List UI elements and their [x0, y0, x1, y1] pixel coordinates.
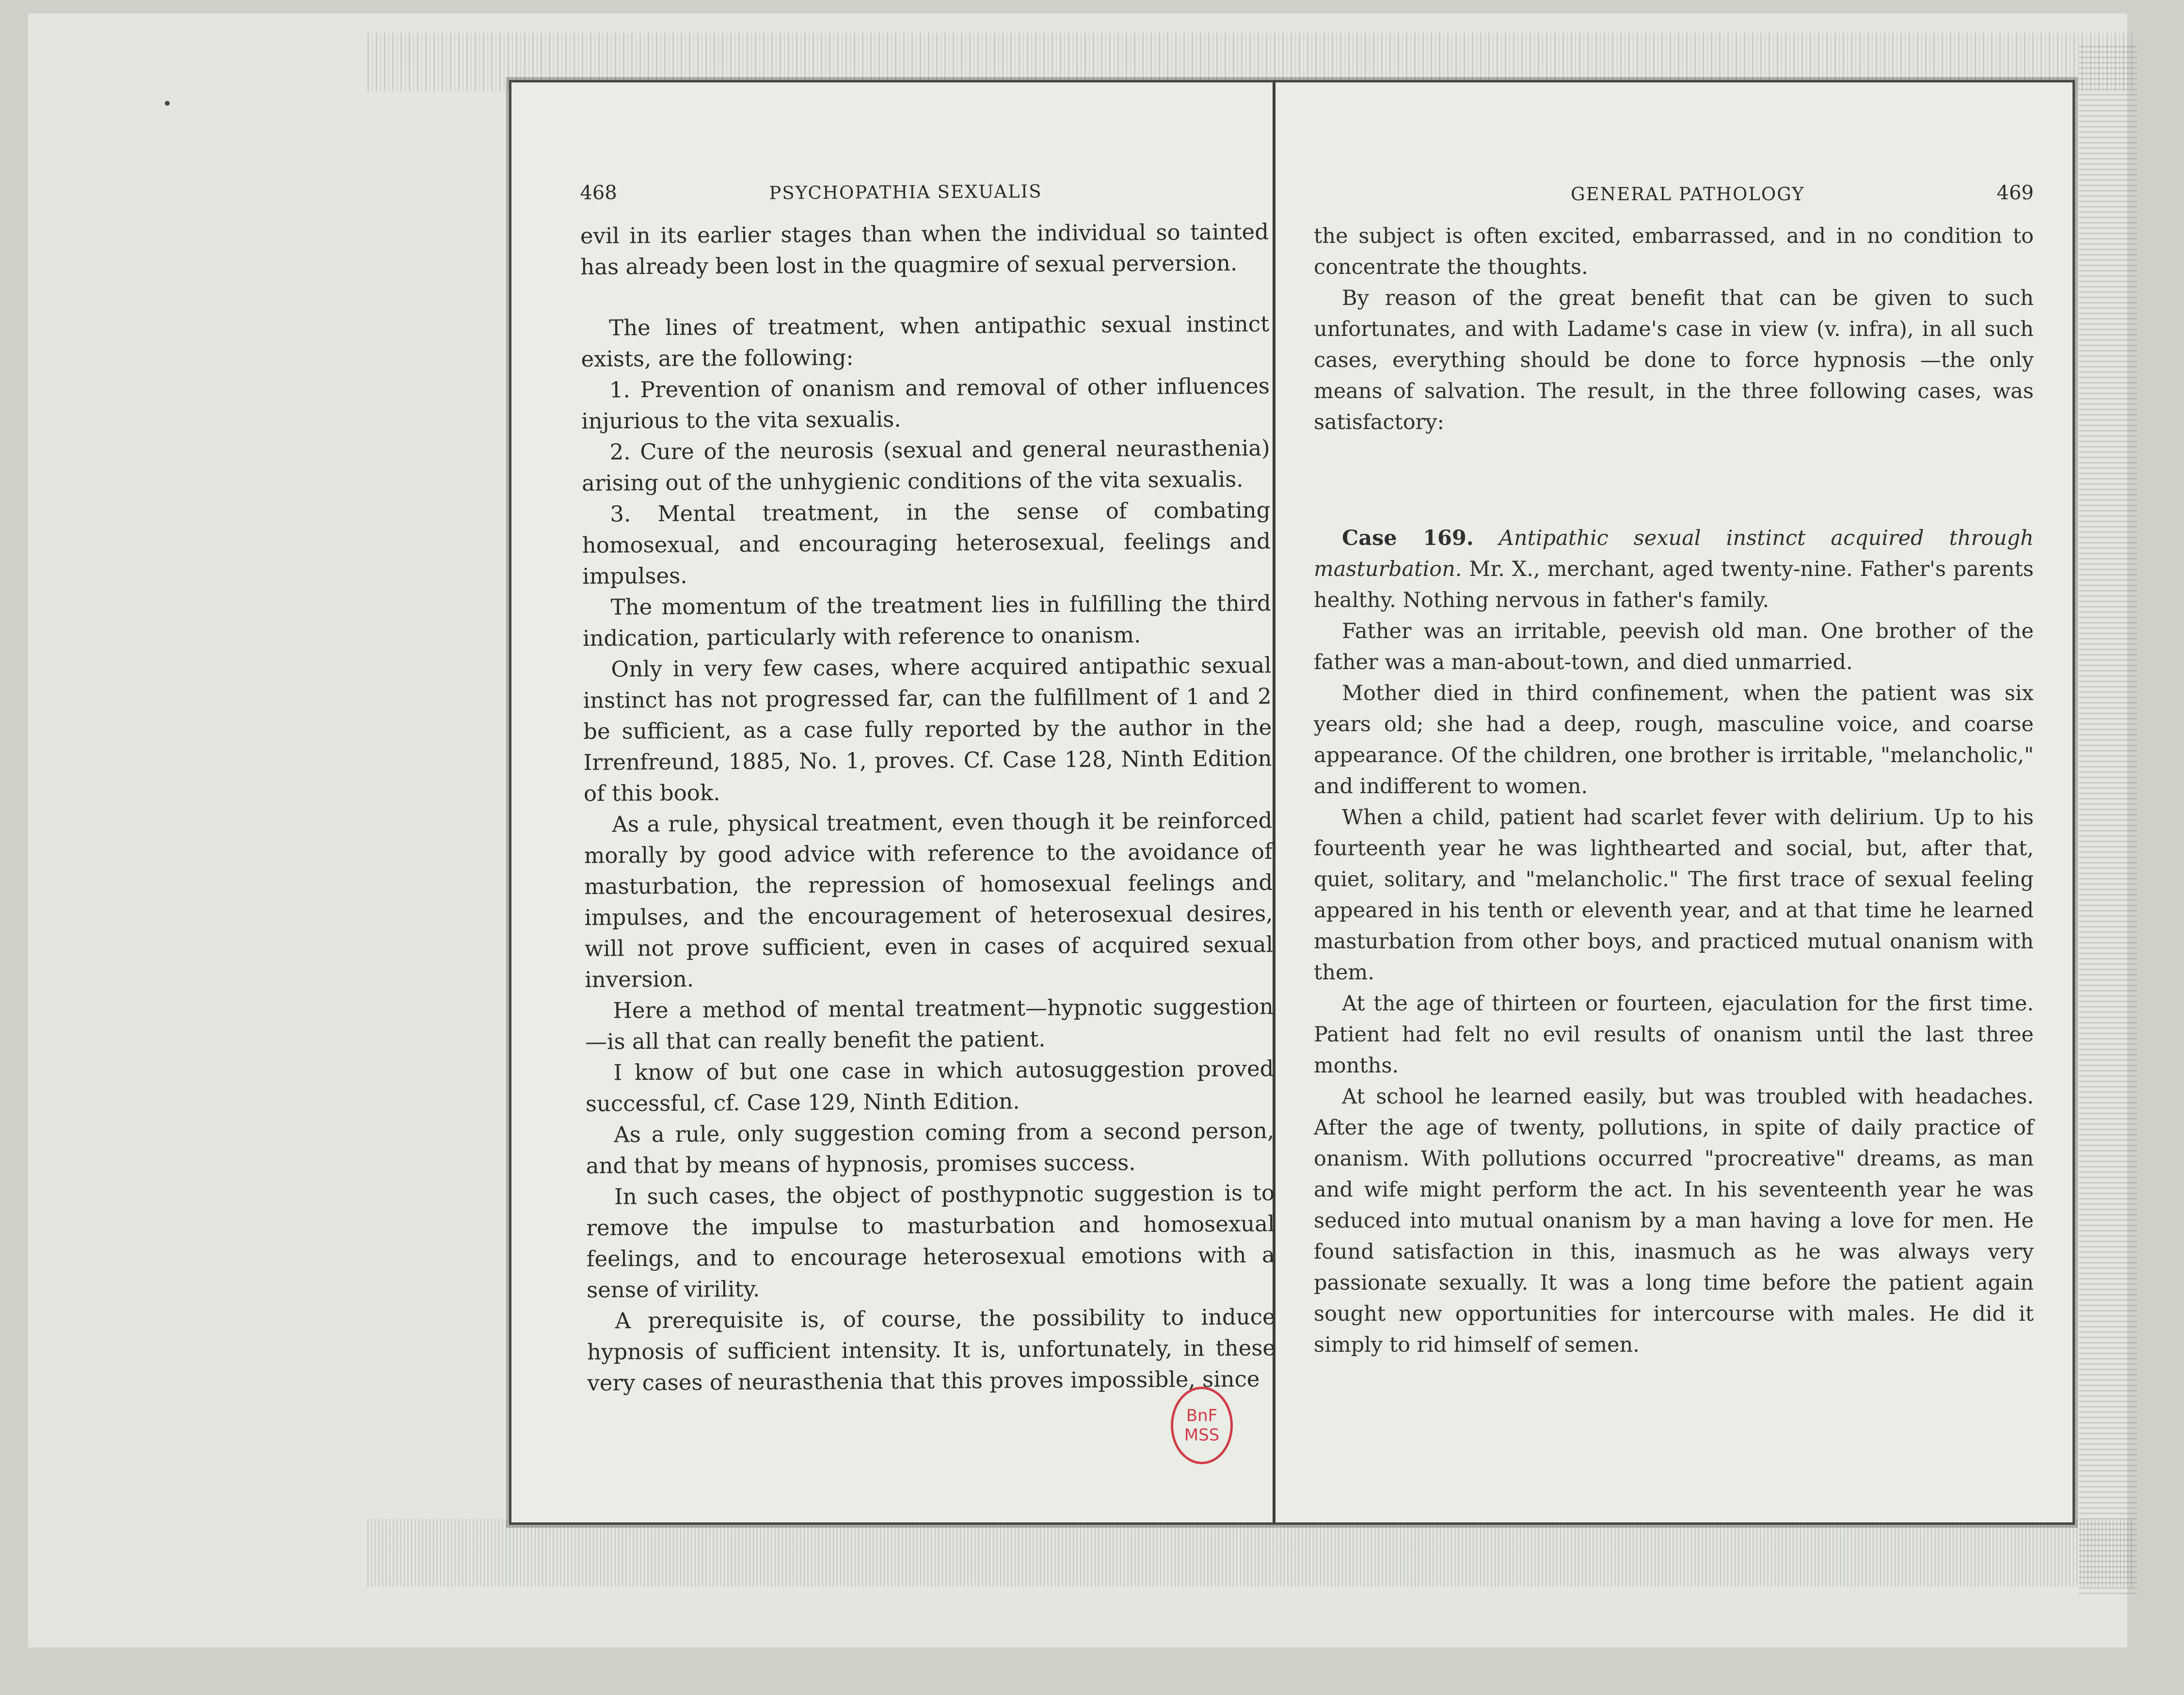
- paragraph: Father was an irritable, peevish old man. One brother of the father was a man-about-town, and died unmarried.: [1314, 619, 2034, 674]
- paragraph: As a rule, only suggestion coming from a second person, and that by means of hypnosis, promises success.: [586, 1118, 1275, 1179]
- right-page: [1314, 82, 2034, 1522]
- case-heading: Case 169.: [1342, 526, 1474, 550]
- paragraph: the subject is often excited, embarrassed, and in no condition to concentrate the thoughts.: [1314, 224, 2034, 279]
- right-running-head: [1314, 182, 2034, 211]
- paragraph: When a child, patient had scarlet fever with delirium. Up to his fourteenth year he was lighthearted and social, but, after that, quiet, solitary, and "melancholic." The first trace of sexual feeling appeared in his tenth or eleventh year, and at that time he learned masturbation from other boys, and practiced mutual onanism with them.: [1314, 805, 2034, 985]
- right-page-number: 469: [1996, 182, 2034, 204]
- paragraph: In such cases, the object of posthypnotic suggestion is to remove the impulse to masturbation and homosexual feelings, and to encourage heterosexual emotions with a sense of virility.: [586, 1180, 1275, 1303]
- right-running-title: GENERAL PATHOLOGY: [1571, 184, 1805, 205]
- paragraph: 2. Cure of the neurosis (sexual and general neurasthenia) arising out of the unhygienic conditions of the vita sexualis.: [581, 435, 1270, 496]
- right-body-text: [1314, 221, 2034, 1360]
- paragraph: At the age of thirteen or fourteen, ejaculation for the first time. Patient had felt no evil results of onanism until the last three months.: [1314, 991, 2034, 1078]
- left-page: [579, 78, 1276, 1522]
- paragraph: I know of but one case in which autosuggestion proved successful, cf. Case 129, Ninth Edition.: [585, 1055, 1274, 1117]
- left-running-title: PSYCHOPATHIA SEXUALIS: [769, 181, 1042, 204]
- left-body-text: [580, 216, 1276, 1399]
- paragraph: Mother died in third confinement, when the patient was six years old; she had a deep, rough, masculine voice, and coarse appearance. Of the children, one brother is irritable, "melancholic," and indifferent to women.: [1314, 681, 2034, 799]
- left-running-head: [580, 177, 1268, 211]
- stamp-line-2: MSS: [1184, 1425, 1220, 1445]
- paragraph: By reason of the great benefit that can be given to such unfortunates, and with Ladame's case in view (v. infra), in all such cases, everything should be done to force hypnosis —the only means of salvation. The result, in the three following cases, was satisfactory:: [1314, 286, 2034, 434]
- paragraph: The momentum of the treatment lies in fulfilling the third indication, particularly with reference to onanism.: [582, 590, 1271, 651]
- paragraph: 3. Mental treatment, in the sense of combating homosexual, and encouraging heterosexual, feelings and impulses.: [582, 497, 1271, 589]
- case-title: Antipathic sexual instinct acquired through masturbation.: [1314, 526, 2034, 581]
- speck: [165, 101, 170, 106]
- book-spread: [509, 80, 2075, 1525]
- left-page-number: 468: [580, 181, 617, 204]
- scan-noise-bottom: [367, 1519, 2132, 1587]
- bnf-mss-stamp: [1171, 1387, 1233, 1464]
- case-intro-paragraph: [1314, 523, 2034, 616]
- paragraph: A prerequisite is, of course, the possibility to induce hypnosis of sufficient intensity. It is, unfortunately, in these very cases of neurasthenia that this proves impossible, since: [587, 1304, 1276, 1396]
- paragraph: As a rule, physical treatment, even though it be reinforced morally by good advice with reference to the avoidance of masturbation, the repression of homosexual feelings and impulses, and the encouragement of heterosexual desires, will not prove sufficient, even in cases of acquired sexual inversion.: [584, 807, 1274, 992]
- paragraph: At school he learned easily, but was troubled with headaches. After the age of twenty, pollutions, in spite of daily practice of onanism. With pollutions occurred "procreative" dreams, as man and wife might perform the act. In his seventeenth year he was seduced into mutual onanism by a man having a love for men. He found satisfaction in this, inasmuch as he was always very passionate sexually. It was a long time before the patient again sought new opportunities for intercourse with males. He did it simply to rid himself of semen.: [1314, 1085, 2034, 1357]
- paragraph: Here a method of mental treatment—hypnotic suggestion —is all that can really benefit the patient.: [585, 993, 1274, 1055]
- stamp-line-1: BnF: [1186, 1406, 1218, 1425]
- paragraph: Only in very few cases, where acquired antipathic sexual instinct has not progressed far, can the fulfillment of 1 and 2 be sufficient, as a case fully reported by the author in the Irrenfreund, 1885, No. 1, proves. Cf. Case 128, Ninth Edition of this book.: [583, 652, 1272, 806]
- case-intro: Mr. X., merchant, aged twenty-nine. Father's parents healthy. Nothing nervous in father's family.: [1314, 557, 2034, 612]
- paragraph: 1. Prevention of onanism and removal of other influences injurious to the vita sexualis.: [581, 373, 1270, 434]
- paragraph: The lines of treatment, when antipathic sexual instinct exists, are the following:: [581, 311, 1270, 372]
- paragraph: evil in its earlier stages than when the individual so tainted has already been lost in the quagmire of sexual perversion.: [580, 219, 1269, 280]
- scan-noise-right: [2079, 43, 2137, 1594]
